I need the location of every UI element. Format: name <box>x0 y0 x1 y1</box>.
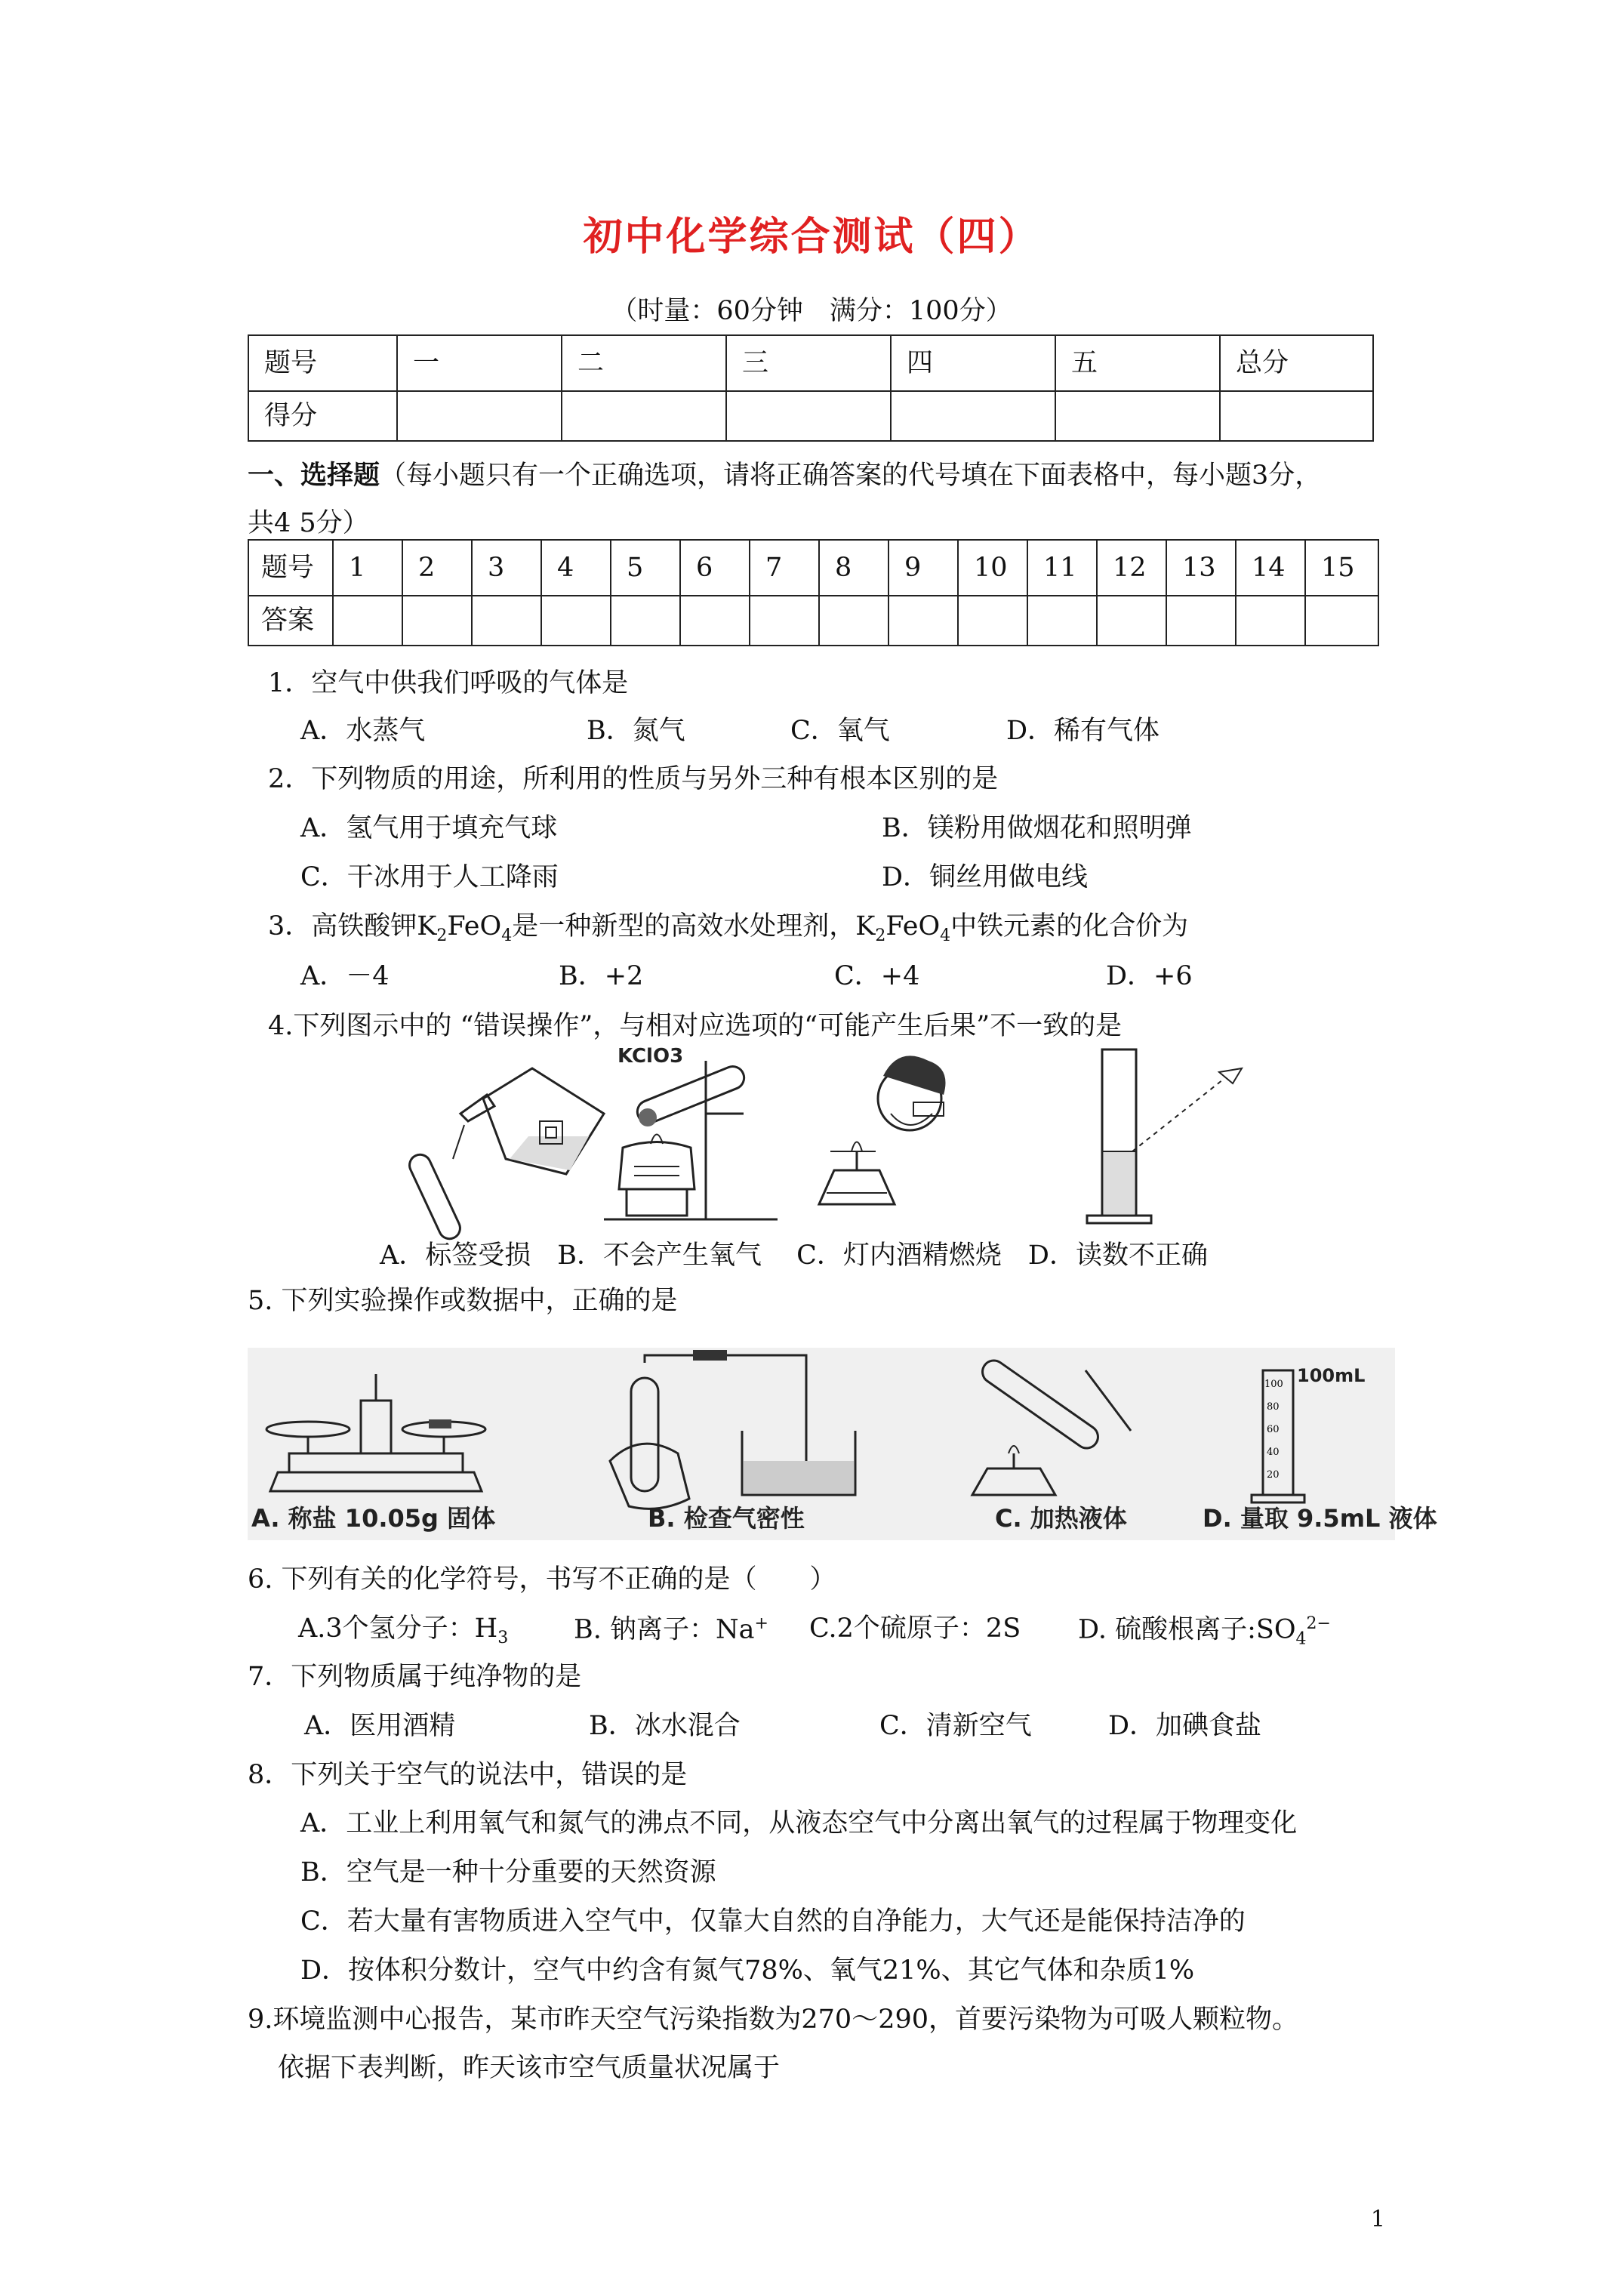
score-header-cell: 总分 <box>1220 335 1373 391</box>
answer-number: 9 <box>888 540 958 596</box>
question-3-option-a: A．－4 <box>300 961 390 991</box>
answer-cell[interactable] <box>1097 596 1166 646</box>
score-header-cell: 四 <box>891 335 1055 391</box>
question-7-option-c: C．清新空气 <box>879 1711 1032 1741</box>
heating-kclo3-icon <box>604 1045 778 1219</box>
figure-label-kclo3: KClO3 <box>617 1045 684 1068</box>
question-3-option-b: B．+2 <box>559 961 644 991</box>
question-2-option-b: B．镁粉用做烟花和照明弹 <box>882 813 1192 843</box>
score-row-label: 得分 <box>248 391 397 441</box>
question-4-figure <box>408 1046 1253 1227</box>
cylinder-tick: 60 <box>1267 1424 1280 1435</box>
answer-number: 14 <box>1236 540 1305 596</box>
subscript: 4 <box>1295 1629 1307 1649</box>
answer-number: 10 <box>958 540 1027 596</box>
pouring-bottle-icon <box>406 1068 604 1242</box>
score-cell[interactable] <box>562 391 726 441</box>
question-2-stem: 2．下列物质的用途，所利用的性质与另外三种有根本区别的是 <box>268 764 999 794</box>
answer-number: 8 <box>819 540 888 596</box>
answer-number: 11 <box>1027 540 1097 596</box>
score-header-cell: 三 <box>726 335 891 391</box>
score-table <box>248 334 1374 442</box>
answer-header-label: 题号 <box>248 540 333 596</box>
answer-cell[interactable] <box>1027 596 1097 646</box>
score-header-cell: 二 <box>562 335 726 391</box>
alcohol-lamp-icon <box>819 1056 946 1204</box>
question-7-option-b: B．冰水混合 <box>589 1711 741 1741</box>
answer-number: 13 <box>1166 540 1236 596</box>
question-8-option-c: C．若大量有害物质进入空气中，仅靠大自然的自净能力，大气还是能保持洁净的 <box>300 1906 1246 1937</box>
score-header-cell: 五 <box>1055 335 1220 391</box>
option-text: B. 钠离子：Na <box>574 1614 755 1645</box>
question-1-option-d: D．稀有气体 <box>1006 716 1160 746</box>
question-8-option-d: D．按体积分数计，空气中约含有氮气78%、氧气21%、其它气体和杂质1% <box>300 1955 1195 1986</box>
answer-number: 2 <box>402 540 472 596</box>
cylinder-tick: 80 <box>1267 1401 1280 1413</box>
question-9-line2: 依据下表判断，昨天该市空气质量状况属于 <box>278 2053 781 2083</box>
answer-cell[interactable] <box>1236 596 1305 646</box>
question-7-option-a: A．医用酒精 <box>304 1711 456 1741</box>
question-6-stem: 6. 下列有关的化学符号，书写不正确的是（ ） <box>248 1564 836 1595</box>
answer-number: 7 <box>750 540 819 596</box>
question-3-stem <box>268 911 1189 945</box>
option-text: A.3个氢分子：H <box>298 1613 498 1644</box>
answer-cell[interactable] <box>611 596 680 646</box>
q3-stem-part: 是一种新型的高效水处理剂，K <box>512 911 876 942</box>
score-cell[interactable] <box>891 391 1055 441</box>
question-2-option-c: C．干冰用于人工降雨 <box>300 862 559 892</box>
question-7-stem: 7．下列物质属于纯净物的是 <box>248 1662 582 1692</box>
answer-number: 12 <box>1097 540 1166 596</box>
score-cell[interactable] <box>1055 391 1220 441</box>
answer-number: 5 <box>611 540 680 596</box>
page-number: 1 <box>1370 2206 1385 2233</box>
q5-caption-a: A. 称盐 10.05g 固体 <box>251 1504 496 1533</box>
option-text: D. 硫酸根离子:SO <box>1078 1614 1296 1645</box>
cylinder-tick: 20 <box>1267 1469 1280 1481</box>
question-8-option-b: B．空气是一种十分重要的天然资源 <box>300 1857 716 1888</box>
question-3-option-c: C．+4 <box>834 961 920 991</box>
answer-cell[interactable] <box>402 596 472 646</box>
answer-cell[interactable] <box>1166 596 1236 646</box>
question-8-stem: 8．下列关于空气的说法中，错误的是 <box>248 1760 688 1790</box>
superscript: 2− <box>1306 1614 1331 1633</box>
question-3-option-d: D．+6 <box>1106 961 1193 991</box>
answer-number: 1 <box>333 540 402 596</box>
question-5-stem: 5. 下列实验操作或数据中，正确的是 <box>248 1286 678 1316</box>
answer-number: 4 <box>541 540 611 596</box>
answer-row-label: 答案 <box>248 596 333 646</box>
question-6-option-a <box>298 1613 509 1647</box>
measuring-cylinder-icon <box>1087 1049 1242 1223</box>
question-1-option-a: A．水蒸气 <box>300 716 426 746</box>
answer-number: 15 <box>1305 540 1378 596</box>
question-9-stem: 9.环境监测中心报告，某市昨天空气污染指数为270～290，首要污染物为可吸人颗粒物。 <box>248 2005 1299 2035</box>
cylinder-tick: 100 <box>1264 1379 1283 1390</box>
subscript: 4 <box>501 926 513 945</box>
answer-cell[interactable] <box>958 596 1027 646</box>
answer-cell[interactable] <box>750 596 819 646</box>
q3-stem-part: FeO <box>885 911 941 942</box>
answer-number: 6 <box>680 540 750 596</box>
score-cell[interactable] <box>397 391 562 441</box>
subscript: 3 <box>497 1629 509 1647</box>
answer-number: 3 <box>472 540 541 596</box>
section-heading <box>248 462 1321 489</box>
page-title: 初中化学综合测试（四） <box>583 214 1040 260</box>
question-8-option-a: A．工业上利用氧气和氮气的沸点不同，从液态空气中分离出氧气的过程属于物理变化 <box>300 1808 1298 1838</box>
question-1-option-c: C．氧气 <box>790 716 890 746</box>
answer-cell[interactable] <box>680 596 750 646</box>
q5-caption-b: B. 检查气密性 <box>648 1504 805 1533</box>
answer-cell[interactable] <box>819 596 888 646</box>
question-6-option-c: C.2个硫原子：2S <box>809 1613 1021 1644</box>
question-1-option-b: B．氮气 <box>587 716 685 746</box>
question-6-option-d <box>1078 1616 1331 1648</box>
subscript: 4 <box>940 926 951 945</box>
subscript: 2 <box>875 926 886 945</box>
cylinder-tick: 40 <box>1267 1447 1280 1458</box>
q5-caption-d: D. 量取 9.5mL 液体 <box>1203 1504 1437 1533</box>
subscript: 2 <box>436 926 448 945</box>
score-header-cell: 一 <box>397 335 562 391</box>
exam-info: （时量：60分钟 满分：100分） <box>611 296 1012 326</box>
answer-table <box>248 539 1379 646</box>
q5-caption-c: C. 加热液体 <box>995 1504 1127 1533</box>
answer-cell[interactable] <box>1305 596 1378 646</box>
question-5-figure <box>248 1348 1437 1540</box>
question-4-caption: A．标签受损 B．不会产生氧气 C．灯内酒精燃烧 D．读数不正确 <box>380 1240 1208 1271</box>
answer-cell[interactable] <box>541 596 611 646</box>
answer-cell[interactable] <box>333 596 402 646</box>
q3-stem-part: FeO <box>447 911 502 942</box>
cylinder-volume-label: 100mL <box>1297 1365 1366 1386</box>
q3-stem-part: 中铁元素的化合价为 <box>950 911 1189 942</box>
superscript: + <box>754 1614 768 1633</box>
question-1-stem: 1．空气中供我们呼吸的气体是 <box>268 668 629 698</box>
score-cell[interactable] <box>726 391 891 441</box>
question-6-option-b <box>574 1616 768 1644</box>
question-4-stem: 4.下列图示中的 “错误操作”，与相对应选项的“可能产生后果”不一致的是 <box>268 1011 1123 1041</box>
q3-stem-part: 3．高铁酸钾K <box>268 911 437 942</box>
question-7-option-d: D．加碘食盐 <box>1108 1711 1262 1741</box>
section-heading-bold: 一、选择题 <box>248 460 380 491</box>
section-heading-text: （每小题只有一个正确选项，请将正确答案的代号填在下面表格中，每小题3分， <box>380 461 1322 491</box>
question-2-option-a: A．氢气用于填充气球 <box>300 813 558 843</box>
score-header-cell: 题号 <box>248 335 397 391</box>
score-cell[interactable] <box>1220 391 1373 441</box>
answer-cell[interactable] <box>888 596 958 646</box>
section-heading-line2: 共4 5分） <box>248 508 369 538</box>
answer-cell[interactable] <box>472 596 541 646</box>
question-2-option-d: D．铜丝用做电线 <box>882 862 1089 892</box>
